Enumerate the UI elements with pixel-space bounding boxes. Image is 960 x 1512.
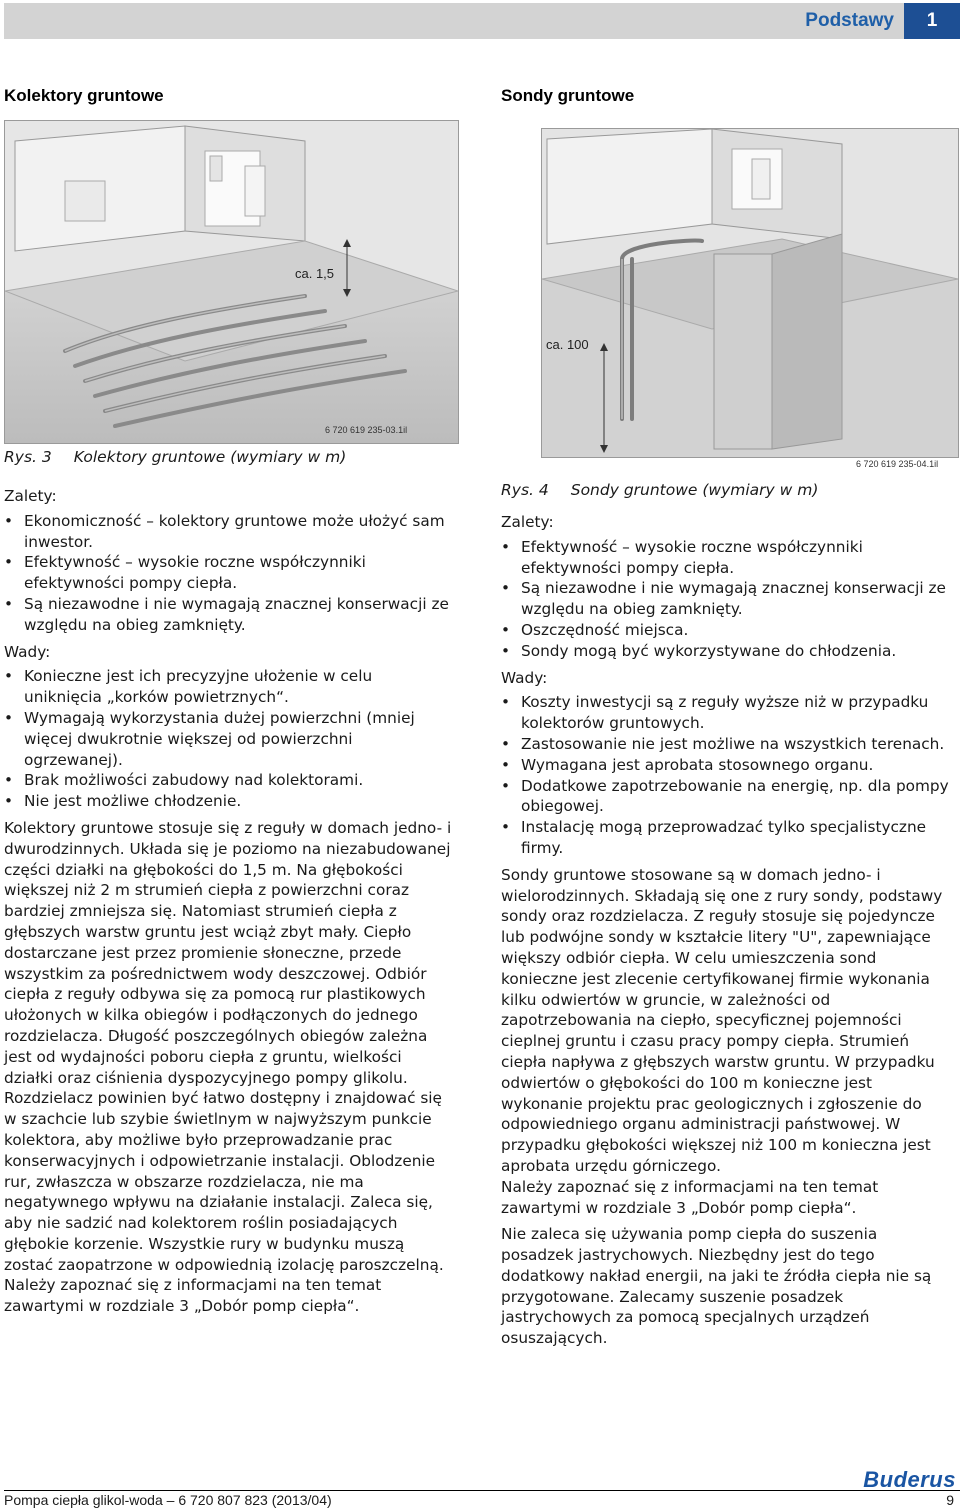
collector-depth-label: ca. 1,5 <box>295 266 335 281</box>
figure-caption-right <box>501 480 818 501</box>
list-item: • Wymagają wykorzystania dużej powierzchni (mniej więcej dwukrotnie większej od powierzchni ogrzewanej). <box>4 708 454 770</box>
list-item: • Efektywność – wysokie roczne współczynniki efektywności pompy ciepła. <box>501 537 953 579</box>
advantages-label: Zalety: <box>4 487 57 505</box>
caption-number: Rys. 3 <box>4 448 52 466</box>
list-item: • Zastosowanie nie jest możliwe na wszystkich terenach. <box>501 734 953 755</box>
list-item: • Instalację mogą przeprowadzać tylko specjalistyczne firmy. <box>501 817 953 859</box>
footer-document-title: Pompa ciepła glikol-woda – 6 720 807 823 (2013/04) <box>4 1492 332 1508</box>
note-paragraph: Należy zapoznać się z informacjami na ten temat zawartymi w rozdziale 3 „Dobór pomp ciepła“. <box>4 1276 382 1316</box>
buderus-logo: Buderus <box>863 1467 956 1492</box>
section-title-right: Sondy gruntowe <box>501 86 635 105</box>
figure-code-left: 6 720 619 235-03.1il <box>325 425 408 435</box>
list-item: • Nie jest możliwe chłodzenie. <box>4 791 454 812</box>
left-text-column <box>4 486 454 1317</box>
footer-divider <box>4 1490 960 1491</box>
ground-probe-illustration <box>541 128 959 458</box>
body-paragraph: Kolektory gruntowe stosuje się z reguły w domach jedno- i dwurodzinnych. Układa się je poziomo na niezabudowanej części działki na głębokości do 1,5 m. Na głębokości większej niż 2 m strumień ciepła z powierzchni coraz bardziej zmniejsza się. Natomiast strumień ciepła z głębszych warstw gruntu jest wciąż zbyt mały. Ciepło dostarczane jest przez promienie słoneczne, przede wszystkim za pośrednictwem wody deszczowej. Odbiór ciepła z reguły odbywa się za pomocą rur plastikowych ułożonych w kilka obiegów i podłączonych do jednego rozdzielacza. Długość poszczególnych obiegów zależna jest od wydajności poboru ciepła z gruntu, wielkości działki oraz ciśnienia dyspozycyjnego pompy glikolu. Rozdzielacz powinien być łatwo dostępny i znajdować się w szachcie lub szybie świetlnym w najwyższym punkcie kolektora, aby możliwe było przeprowadzanie prac konserwacyjnych i odpowietrzanie instalacji. Oblodzenie rur, zwłaszcza w obszarze rozdzielacza, nie ma negatywnego wpływu na działanie instalacji. Zaleca się, aby nie sadzić nad kolektorem roślin posiadających głębokie korzenie. Wszystkie rury w budynku muszą zostać zaopatrzone w odpowiednią izolację paroszczelną. <box>4 818 452 1274</box>
caption-text: Sondy gruntowe (wymiary w m) <box>570 481 819 499</box>
list-item: • Są niezawodne i nie wymagają znacznej konserwacji ze względu na obieg zamknięty. <box>4 594 454 636</box>
right-text-column <box>501 512 953 1349</box>
disadvantages-label: Wady: <box>4 642 51 661</box>
caption-number: Rys. 4 <box>501 481 549 499</box>
disadvantages-list <box>501 692 953 858</box>
ground-collector-illustration <box>4 120 459 444</box>
advantages-list <box>501 537 953 662</box>
list-item: • Brak możliwości zabudowy nad kolektorami. <box>4 770 454 791</box>
list-item: • Efektywność – wysokie roczne współczynniki efektywności pompy ciepła. <box>4 552 454 594</box>
list-item: • Oszczędność miejsca. <box>501 620 953 641</box>
page-number: 9 <box>946 1492 954 1508</box>
list-item: • Sondy mogą być wykorzystywane do chłodzenia. <box>501 641 953 662</box>
list-item: • Wymagana jest aprobata stosownego organu. <box>501 755 953 776</box>
header-bar <box>4 3 960 39</box>
body-paragraph-2: Nie zaleca się używania pomp ciepła do suszenia posadzek jastrychowych. Niezbędny jest do tego dodatkowy nakład energii, na jaki te źródła ciepła nie są przygotowane. Zalecamy suszenie posadzek jastrychowych za pomocą specjalnych urządzeń osuszających. <box>501 1225 932 1348</box>
advantages-label: Zalety: <box>501 513 554 531</box>
probe-depth-label: ca. 100 <box>546 337 589 352</box>
disadvantages-label: Wady: <box>501 668 548 687</box>
section-title-left: Kolektory gruntowe <box>4 86 164 105</box>
list-item: • Są niezawodne i nie wymagają znacznej konserwacji ze względu na obieg zamknięty. <box>501 578 953 620</box>
list-item: • Koszty inwestycji są z reguły wyższe niż w przypadku kolektorów gruntowych. <box>501 692 953 734</box>
list-item: • Dodatkowe zapotrzebowanie na energię, np. dla pompy obiegowej. <box>501 776 953 818</box>
list-item: • Konieczne jest ich precyzyjne ułożenie w celu uniknięcia „korków powietrznych“. <box>4 666 454 708</box>
disadvantages-list <box>4 666 454 812</box>
chapter-number: 1 <box>904 3 960 39</box>
advantages-list <box>4 511 454 636</box>
list-item: • Ekonomiczność – kolektory gruntowe może ułożyć sam inwestor. <box>4 511 454 553</box>
caption-text: Kolektory gruntowe (wymiary w m) <box>73 448 347 466</box>
chapter-title: Podstawy <box>805 10 894 31</box>
note-paragraph: Należy zapoznać się z informacjami na ten temat zawartymi w rozdziale 3 „Dobór pomp ciepła“. <box>501 1177 879 1217</box>
body-paragraph: Sondy gruntowe stosowane są w domach jedno- i wielorodzinnych. Składają się one z rury sondy, podstawy sondy oraz rozdzielacza. Z reguły stosuje się pojedyncze lub podwójne sondy w kształcie litery "U", zapewniające większy odbiór ciepła. W celu umieszczenia sond konieczne jest zlecenie certyfikowanej firmie wykonania kilku odwiertów w gruncie, w zależności od zapotrzebowania na ciepło, specyficznej pojemności cieplnej gruntu i czasu pracy pompy ciepła. Strumień ciepła napływa z głębszych warstw gruntu. W przypadku odwiertów o głębokości do 100 m konieczne jest wykonanie projektu prac geologicznych i zgłoszenie do odpowiedniego organu administracji państwowej. W przypadku głębokości większej niż 100 m konieczna jest aprobata urzędu górniczego. <box>501 865 943 1175</box>
figure-caption-left <box>4 447 346 468</box>
figure-code-right: 6 720 619 235-04.1il <box>856 459 939 469</box>
